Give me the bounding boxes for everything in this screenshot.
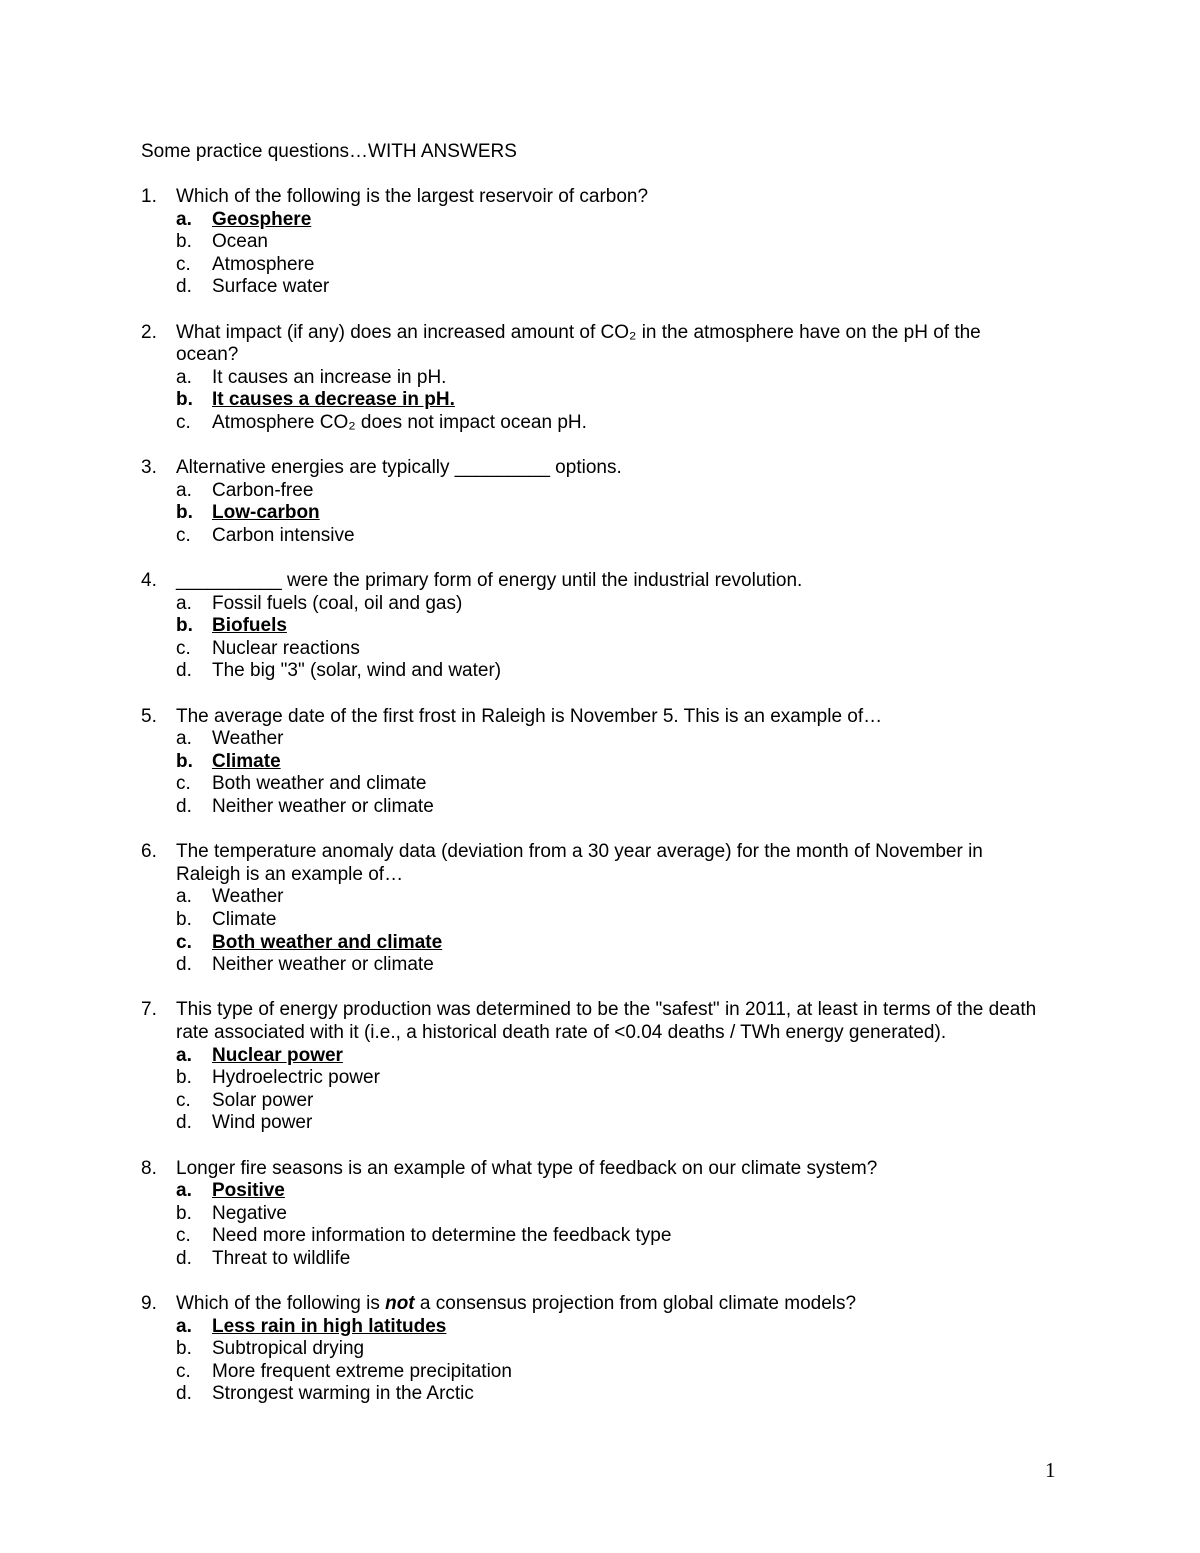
question-8	[141, 1158, 1041, 1271]
option-letter: c.	[176, 524, 191, 546]
question-number: 1.	[141, 186, 157, 207]
option-letter: a.	[176, 592, 192, 614]
option	[176, 796, 1041, 819]
option	[176, 728, 1041, 751]
document-title: Some practice questions…WITH ANSWERS	[141, 141, 517, 162]
option-text: Strongest warming in the Arctic	[212, 1383, 474, 1405]
question-text: This type of energy production was determined to be the "safest" in 2011, at least in terms of the death rate associated with it (i.e., a historical death rate of <0.04 deaths / TWh energy generated).	[176, 999, 1037, 1043]
option-correct	[176, 1180, 1041, 1203]
option-letter: a.	[176, 208, 192, 230]
option-text: Positive	[212, 1180, 285, 1202]
option-letter: d.	[176, 1112, 192, 1134]
option-list	[141, 480, 1041, 548]
question-number: 2.	[141, 321, 157, 343]
option	[176, 1090, 1041, 1113]
option-text: Subtropical drying	[212, 1338, 365, 1360]
option-text: Neither weather or climate	[212, 796, 434, 818]
option-letter: c.	[176, 773, 191, 795]
question-6	[141, 841, 1041, 977]
option	[176, 525, 1041, 548]
option-letter: b.	[176, 615, 193, 637]
question-list	[141, 186, 1041, 1429]
option-text: Both weather and climate	[212, 773, 427, 795]
option-list	[141, 1316, 1041, 1406]
option	[176, 1248, 1041, 1271]
option-letter: c.	[176, 1089, 191, 1111]
option-letter: c.	[176, 637, 191, 659]
option-list	[141, 1180, 1041, 1270]
question-text: Alternative energies are typically _________ options.	[176, 457, 622, 479]
option-letter: b.	[176, 502, 193, 524]
option-correct	[176, 389, 1041, 412]
question-number: 7.	[141, 999, 157, 1021]
option	[176, 412, 1041, 435]
option-text: Climate	[212, 750, 281, 772]
option	[176, 909, 1041, 932]
option-correct	[176, 932, 1041, 955]
option-text: Need more information to determine the feedback type	[212, 1225, 672, 1247]
question-number: 5.	[141, 705, 157, 727]
option	[176, 254, 1041, 277]
option-letter: a.	[176, 479, 192, 501]
option	[176, 1225, 1041, 1248]
option-text: Both weather and climate	[212, 931, 443, 953]
option-letter: a.	[176, 1180, 192, 1202]
option-letter: b.	[176, 909, 192, 930]
question-4	[141, 570, 1041, 683]
option-text: Surface water	[212, 276, 330, 298]
option-text: Atmosphere	[212, 253, 315, 275]
option-letter: b.	[176, 1067, 192, 1089]
question-9	[141, 1293, 1041, 1406]
option-correct	[176, 1316, 1041, 1339]
question-text: What impact (if any) does an increased amount of CO₂ in the atmosphere have on the pH of the ocean?	[176, 321, 981, 366]
option-letter: a.	[176, 886, 192, 908]
option-text: Nuclear reactions	[212, 637, 360, 659]
option-text: Negative	[212, 1202, 287, 1224]
option	[176, 480, 1041, 503]
question-number: 8.	[141, 1157, 157, 1179]
question-2	[141, 322, 1041, 435]
option-text: Low-carbon	[212, 502, 320, 524]
option-text: Atmosphere CO₂ does not impact ocean pH.	[212, 411, 587, 433]
option-text: It causes a decrease in pH.	[212, 389, 455, 411]
option-letter: b.	[176, 1338, 192, 1360]
option-text: Wind power	[212, 1112, 313, 1134]
option-text: Ocean	[212, 231, 268, 253]
question-text: The temperature anomaly data (deviation from a 30 year average) for the month of November in Raleigh is an example of…	[176, 841, 983, 885]
option-text: More frequent extreme precipitation	[212, 1360, 512, 1382]
question-text: Longer fire seasons is an example of what type of feedback on our climate system?	[176, 1157, 878, 1179]
option	[176, 1112, 1041, 1135]
option-correct	[176, 751, 1041, 774]
option	[176, 1203, 1041, 1226]
option-letter: c.	[176, 253, 191, 275]
option-list	[141, 593, 1041, 683]
question-7	[141, 999, 1041, 1135]
option	[176, 1338, 1041, 1361]
question-number: 3.	[141, 457, 157, 479]
option-text: Geosphere	[212, 208, 312, 230]
question-number: 9.	[141, 1293, 157, 1315]
question-text: Which of the following is the largest reservoir of carbon?	[176, 186, 649, 207]
option-letter: c.	[176, 931, 192, 953]
option-letter: b.	[176, 231, 192, 253]
question-text-before: Which of the following is	[176, 1293, 386, 1315]
option	[176, 638, 1041, 661]
option	[176, 276, 1041, 299]
question-text	[176, 1293, 1046, 1316]
option-letter: a.	[176, 728, 192, 750]
option-letter: d.	[176, 954, 192, 976]
option-letter: d.	[176, 796, 192, 818]
option-letter: b.	[176, 389, 193, 411]
question-1	[141, 186, 1041, 299]
option	[176, 954, 1041, 977]
question-text-emphasis: not	[385, 1293, 415, 1315]
option-text: Nuclear power	[212, 1044, 343, 1066]
option-list	[141, 728, 1041, 818]
option-text: Neither weather or climate	[212, 954, 434, 976]
option-letter: a.	[176, 366, 192, 388]
option	[176, 231, 1041, 254]
option-letter: c.	[176, 1360, 191, 1382]
option-text: It causes an increase in pH.	[212, 366, 447, 388]
option	[176, 1067, 1041, 1090]
option	[176, 1361, 1041, 1384]
option-letter: c.	[176, 411, 191, 433]
option-letter: a.	[176, 1315, 192, 1337]
option	[176, 1383, 1041, 1406]
option-letter: d.	[176, 1247, 192, 1269]
option-text: Climate	[212, 909, 277, 930]
option-list	[141, 367, 1041, 435]
question-number: 4.	[141, 570, 157, 592]
option-text: Hydroelectric power	[212, 1067, 380, 1089]
option-correct	[176, 1045, 1041, 1068]
question-5	[141, 706, 1041, 819]
option-text: The big "3" (solar, wind and water)	[212, 660, 502, 682]
option-correct	[176, 502, 1041, 525]
option-letter: d.	[176, 1383, 192, 1405]
option	[176, 773, 1041, 796]
option-list	[141, 209, 1041, 299]
page-number: 1	[1045, 1458, 1056, 1482]
question-3	[141, 457, 1041, 547]
option	[176, 660, 1041, 683]
option-letter: c.	[176, 1225, 191, 1247]
question-text: __________ were the primary form of energy until the industrial revolution.	[176, 570, 803, 592]
option-text: Weather	[212, 886, 284, 908]
question-text-after: a consensus projection from global climate models?	[414, 1293, 857, 1315]
option-letter: d.	[176, 660, 192, 682]
option-correct	[176, 615, 1041, 638]
option-list	[141, 1045, 1041, 1135]
option-text: Weather	[212, 728, 284, 750]
question-text: The average date of the first frost in Raleigh is November 5. This is an example of…	[176, 705, 883, 727]
option-letter: d.	[176, 276, 192, 298]
option-letter: a.	[176, 1044, 192, 1066]
option-text: Biofuels	[212, 615, 287, 637]
option-text: Solar power	[212, 1089, 314, 1111]
option-correct	[176, 209, 1041, 232]
option-list	[141, 886, 1041, 976]
option-text: Carbon intensive	[212, 524, 355, 546]
option	[176, 886, 1041, 909]
option	[176, 367, 1041, 390]
option-text: Threat to wildlife	[212, 1247, 351, 1269]
option-text: Carbon-free	[212, 479, 314, 501]
question-number: 6.	[141, 841, 157, 863]
option-text: Less rain in high latitudes	[212, 1315, 447, 1337]
option	[176, 593, 1041, 616]
option-text: Fossil fuels (coal, oil and gas)	[212, 592, 463, 614]
option-letter: b.	[176, 750, 193, 772]
option-letter: b.	[176, 1202, 192, 1224]
